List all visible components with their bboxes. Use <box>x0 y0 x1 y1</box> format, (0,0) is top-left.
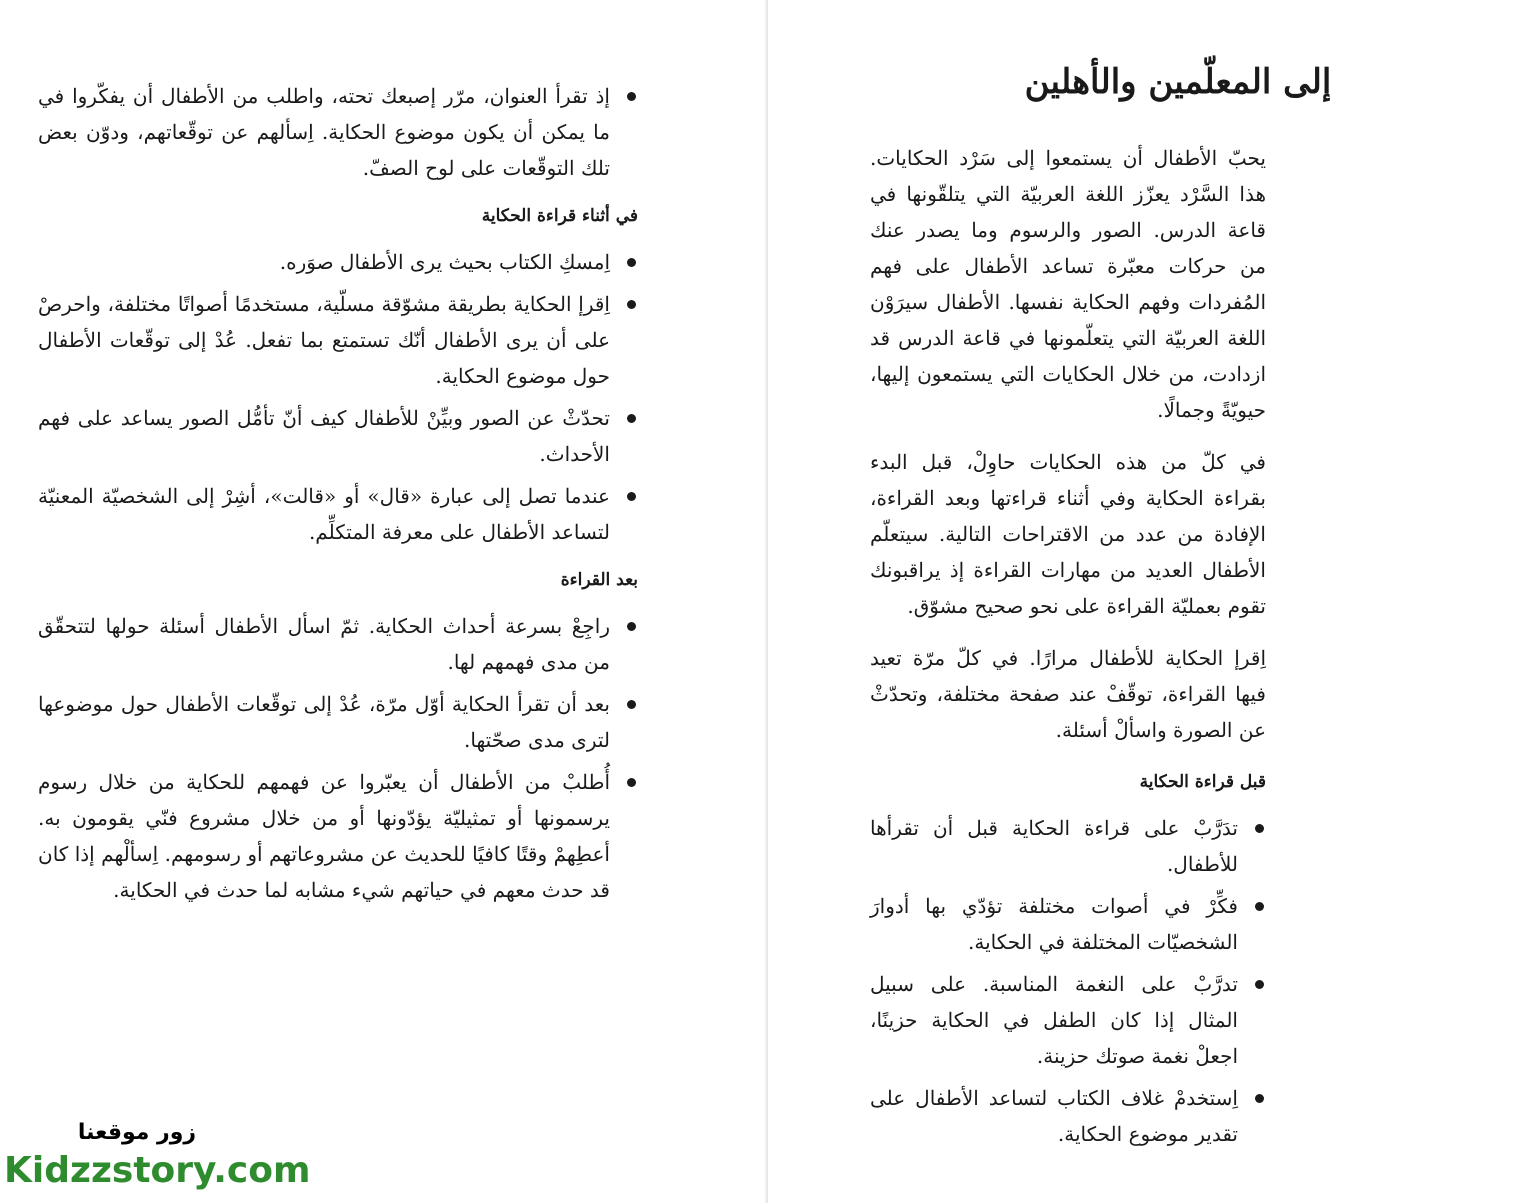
before-reading-heading: قبل قراءة الحكاية <box>1139 772 1266 792</box>
during-reading-list <box>38 244 638 550</box>
bullet-dot <box>627 700 636 709</box>
intro-bullet-list <box>38 78 638 186</box>
bullet-dot <box>1255 980 1264 989</box>
reread-paragraph: اِقرإ الحكاية للأطفال مرارًا. في كلّ مرّة تعيد فيها القراءة، توقّفْ عند صفحة مختلفة، وتحدّثْ عن الصورة واسألْ أسئلة. <box>870 646 1266 742</box>
bullet-item <box>870 966 1266 1074</box>
intro-paragraph: يحبّ الأطفال أن يستمعوا إلى سَرْد الحكايات. هذا السَّرْد يعزّز اللغة العربيّة التي يتلقّونها في قاعة الدرس. الصور والرسوم وما يصدر عنك من حركات معبّرة تساعد الأطفال على فهم المُفردات وفهم الحكاية نفسها. الأطفال سيرَوْن اللغة العربيّة التي يتعلّمونها في قاعة الدرس قد ازدادت، من خلال الحكايات التي يستمعون إليها، حيويّةً وجمالًا. <box>870 146 1266 422</box>
left-page-column <box>38 78 638 916</box>
bullet-item <box>870 888 1266 960</box>
right-page <box>768 0 1536 1203</box>
bullet-text: اِمسكِ الكتاب بحيث يرى الأطفال صوَره. <box>279 250 610 274</box>
bullet-text: عندما تصل إلى عبارة «قال» أو «قالت»، أشِرْ إلى الشخصيّة المعنيّة لتساعد الأطفال على معرفة المتكلِّم. <box>38 484 610 544</box>
bullet-item <box>870 1080 1266 1152</box>
bullet-dot <box>627 492 636 501</box>
bullet-text: تحدّثْ عن الصور وبيِّنْ للأطفال كيف أنّ تأمُّل الصور يساعد على فهم الأحداث. <box>38 406 610 466</box>
bullet-item <box>38 400 638 472</box>
bullet-text: تدرَّبْ على النغمة المناسبة. على سبيل المثال إذا كان الطفل في الحكاية حزينًا، اجعلْ نغمة صوتك حزينة. <box>870 972 1238 1068</box>
bullet-dot <box>627 300 636 309</box>
after-reading-heading: بعد القراءة <box>560 570 638 590</box>
before-reading-list <box>870 810 1266 1152</box>
bullet-text: راجِعْ بسرعة أحداث الحكاية. ثمّ اسأل الأطفال أسئلة حولها لتتحقّق من مدى فهمهم لها. <box>38 614 610 674</box>
bullet-dot <box>627 258 636 267</box>
bullet-text: تدَرَّبْ على قراءة الحكاية قبل أن تقرأها للأطفال. <box>870 816 1238 876</box>
bullet-item <box>38 608 638 680</box>
bullet-dot <box>627 778 636 787</box>
during-reading-heading: في أثناء قراءة الحكاية <box>481 206 638 226</box>
right-page-column <box>870 140 1266 1160</box>
brand-tagline: زور موقعنا <box>77 1120 197 1145</box>
bullet-dot <box>1255 824 1264 833</box>
bullet-item <box>38 78 638 186</box>
page-title: إلى المعلّمين والأهلين <box>1024 62 1332 102</box>
bullet-item <box>38 478 638 550</box>
bullet-text: اِستخدمْ غلاف الكتاب لتساعد الأطفال على تقدير موضوع الحكاية. <box>870 1086 1238 1146</box>
brand-site-link[interactable]: Kidzzstory.com <box>4 1150 311 1191</box>
after-reading-list <box>38 608 638 908</box>
bullet-dot <box>627 414 636 423</box>
bullet-item <box>38 286 638 394</box>
bullet-dot <box>627 622 636 631</box>
bullet-text: إذ تقرأ العنوان، مرّر إصبعك تحته، واطلب من الأطفال أن يفكّروا في ما يمكن أن يكون موضوع الحكاية. اِسألهم عن توقّعاتهم، ودوّن بعض تلك التوقّعات على لوح الصفّ. <box>38 84 610 180</box>
bullet-text: فكِّرْ في أصوات مختلفة تؤدّي بها أدوارَ الشخصيّات المختلفة في الحكاية. <box>870 894 1238 954</box>
bullet-text: بعد أن تقرأ الحكاية أوّل مرّة، عُدْ إلى توقّعات الأطفال حول موضوعها لترى مدى صحّتها. <box>38 692 610 752</box>
site-branding[interactable] <box>0 1120 311 1200</box>
bullet-item <box>38 764 638 908</box>
bullet-text: اِقرإ الحكاية بطريقة مشوّقة مسلّية، مستخدمًا أصواتًا مختلفة، واحرصْ على أن يرى الأطفال أنّك تستمتع بما تفعل. عُدْ إلى توقّعات الأطفال حول موضوع الحكاية. <box>38 292 610 388</box>
bullet-item <box>38 244 638 280</box>
bullet-item <box>870 810 1266 882</box>
bullet-text: أُطلبْ من الأطفال أن يعبّروا عن فهمهم للحكاية من خلال رسوم يرسمونها أو تمثيليّة يؤدّونها أو من خلال مشروع فنّي يقومون به. أعطِهمْ وقتًا كافيًا للحديث عن مشروعاتهم أو رسومهم. اِسألْهم إذا كان قد حدث معهم في حياتهم شيء مشابه لما حدث في الحكاية. <box>38 770 610 902</box>
suggestions-paragraph: في كلّ من هذه الحكايات حاوِلْ، قبل البدء بقراءة الحكاية وفي أثناء قراءتها وبعد القراءة، الإفادة من عدد من الاقتراحات التالية. سيتعلّم الأطفال العديد من مهارات القراءة إذ يراقبونك تقوم بعمليّة القراءة على نحو صحيح مشوّق. <box>870 450 1266 618</box>
bullet-dot <box>1255 902 1264 911</box>
bullet-item <box>38 686 638 758</box>
bullet-dot <box>1255 1094 1264 1103</box>
bullet-dot <box>627 92 636 101</box>
